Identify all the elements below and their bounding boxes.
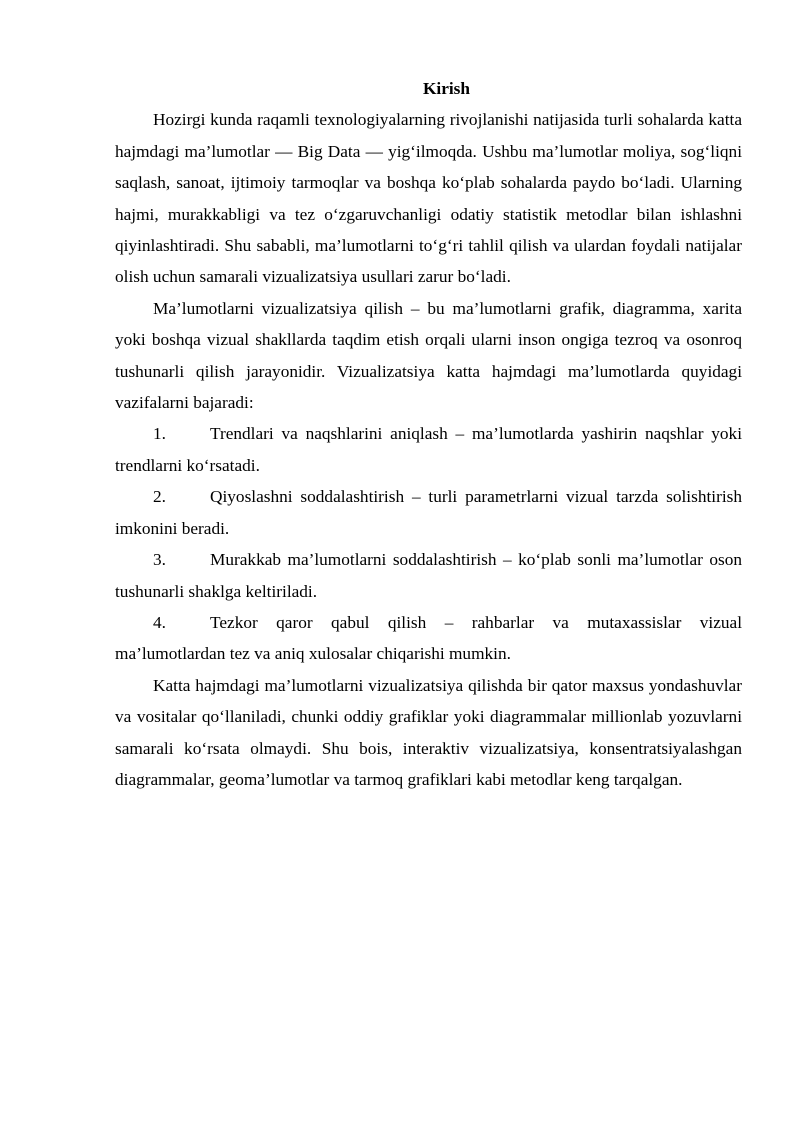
page-title: Kirish xyxy=(422,79,471,98)
list-number: 2. xyxy=(153,487,166,507)
list-number: 4. xyxy=(153,612,166,632)
list-number: 1. xyxy=(153,424,166,444)
paragraph-intro-2: Ma’lumotlarni vizualizatsiya qilish – bu ma’lumotlarni grafik, diagramma, xarita yoki boshqa vizual shakllarda taqdim etish orqali ularni inson ongiga tezroq va osonroq tushunarli qilish jarayonidir. Vizualizatsiya katta hajmdagi ma’lumotlarda quyidagi vazifalarni bajaradi: xyxy=(115,298,742,413)
list-item xyxy=(115,607,742,670)
list-item-text: Tezkor qaror qabul qilish – rahbarlar va mutaxassislar vizual ma’lumotlardan tez va aniq xulosalar chiqarishi mumkin. xyxy=(115,612,742,664)
list-item-text: Trendlari va naqshlarini aniqlash – ma’lumotlarda yashirin naqshlar yoki trendlarni ko‘rsatadi. xyxy=(115,424,742,475)
paragraph-closing: Katta hajmdagi ma’lumotlarni vizualizatsiya qilishda bir qator maxsus yondashuvlar va vositalar qo‘llaniladi, chunki oddiy grafiklar yoki diagrammalar millionlab yozuvlarni samarali ko‘rsata olmaydi. Shu bois, interaktiv vizualizatsiya, konsentratsiyalashgan diagrammalar, geoma’lumotlar va tarmoq grafiklari kabi metodlar keng tarqalgan. xyxy=(115,675,742,789)
paragraph-intro-1: Hozirgi kunda raqamli texnologiyalarning rivojlanishi natijasida turli sohalarda katta hajmdagi ma’lumotlar — Big Data — yig‘ilmoqda. Ushbu ma’lumotlar moliya, sog‘liqni saqlash, sanoat, ijtimoiy tarmoqlar va boshqa ko‘plab sohalarda paydo bo‘ladi. Ularning hajmi, murakkabligi va tez o‘zgaruvchanligi odatiy statistik metodlar bilan ishlashni qiyinlashtiradi. Shu sababli, ma’lumotlarni to‘g‘ri tahlil qilish va ulardan foydali natijalar olish uchun samarali vizualizatsiya usullari zarur bo‘ladi. xyxy=(115,110,742,287)
list-item-text: Murakkab ma’lumotlarni soddalashtirish – ko‘plab sonli ma’lumotlar oson tushunarli shaklga keltiriladi. xyxy=(115,550,742,601)
list-item xyxy=(115,418,742,481)
list-item xyxy=(115,481,742,544)
document-body xyxy=(115,73,742,795)
list-item-text: Qiyoslashni soddalashtirish – turli parametrlarni vizual tarzda solishtirish imkonini beradi. xyxy=(115,487,742,538)
list-item xyxy=(115,544,742,607)
list-number: 3. xyxy=(153,550,166,570)
